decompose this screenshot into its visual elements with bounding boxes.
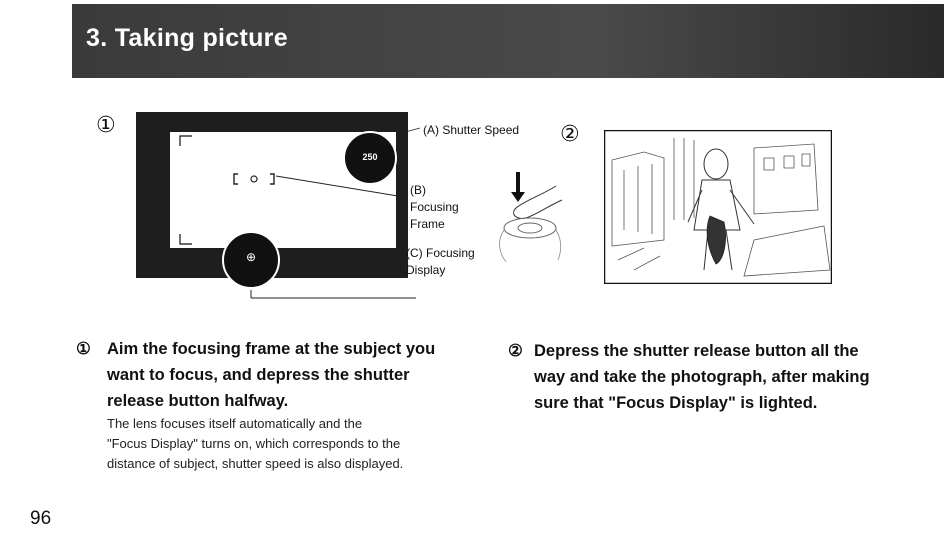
- step1-heading-line3: release button halfway.: [107, 392, 289, 410]
- label-shutter-speed: (A) Shutter Speed: [423, 123, 520, 137]
- step1-heading-line1: Aim the focusing frame at the subject you: [107, 340, 436, 358]
- label-focusing-display-line2: Display: [406, 263, 446, 277]
- step1-body-line2: "Focus Display" turns on, which corresponds to the: [107, 436, 401, 451]
- shutter-button-illustration: [486, 172, 582, 272]
- section-header: [72, 4, 944, 78]
- step1-marker: ①: [76, 340, 91, 358]
- figure2-step-marker: ②: [560, 122, 580, 147]
- step2-heading-line3: sure that "Focus Display" is lighted.: [534, 394, 818, 412]
- step2-heading-line2: way and take the photograph, after making: [534, 368, 870, 386]
- step1-body-line3: distance of subject, shutter speed is also displayed.: [107, 456, 404, 471]
- step1-body-line1: The lens focuses itself automatically and the: [107, 416, 363, 431]
- section-title: 3. Taking picture: [86, 24, 288, 52]
- viewfinder-illustration: [136, 112, 416, 302]
- down-arrow-icon: [511, 172, 525, 202]
- label-focusing-frame-line1: Focusing: [410, 200, 459, 214]
- figure1-step-marker: ①: [96, 113, 116, 138]
- step2-heading-line1: Depress the shutter release button all the: [534, 342, 859, 360]
- step2-marker: ②: [508, 342, 523, 360]
- photo-scene-illustration: [604, 130, 832, 284]
- page-number: 96: [30, 508, 52, 529]
- label-focusing-frame-letter: (B): [410, 183, 426, 197]
- finger: [514, 186, 562, 218]
- label-focusing-display-line1: (C) Focusing: [406, 246, 475, 260]
- label-focusing-frame-line2: Frame: [410, 217, 445, 231]
- step1-heading-line2: want to focus, and depress the shutter: [107, 366, 410, 384]
- focus-display-icon: ⊕: [245, 250, 257, 264]
- shutter-speed-readout: 250: [362, 152, 378, 162]
